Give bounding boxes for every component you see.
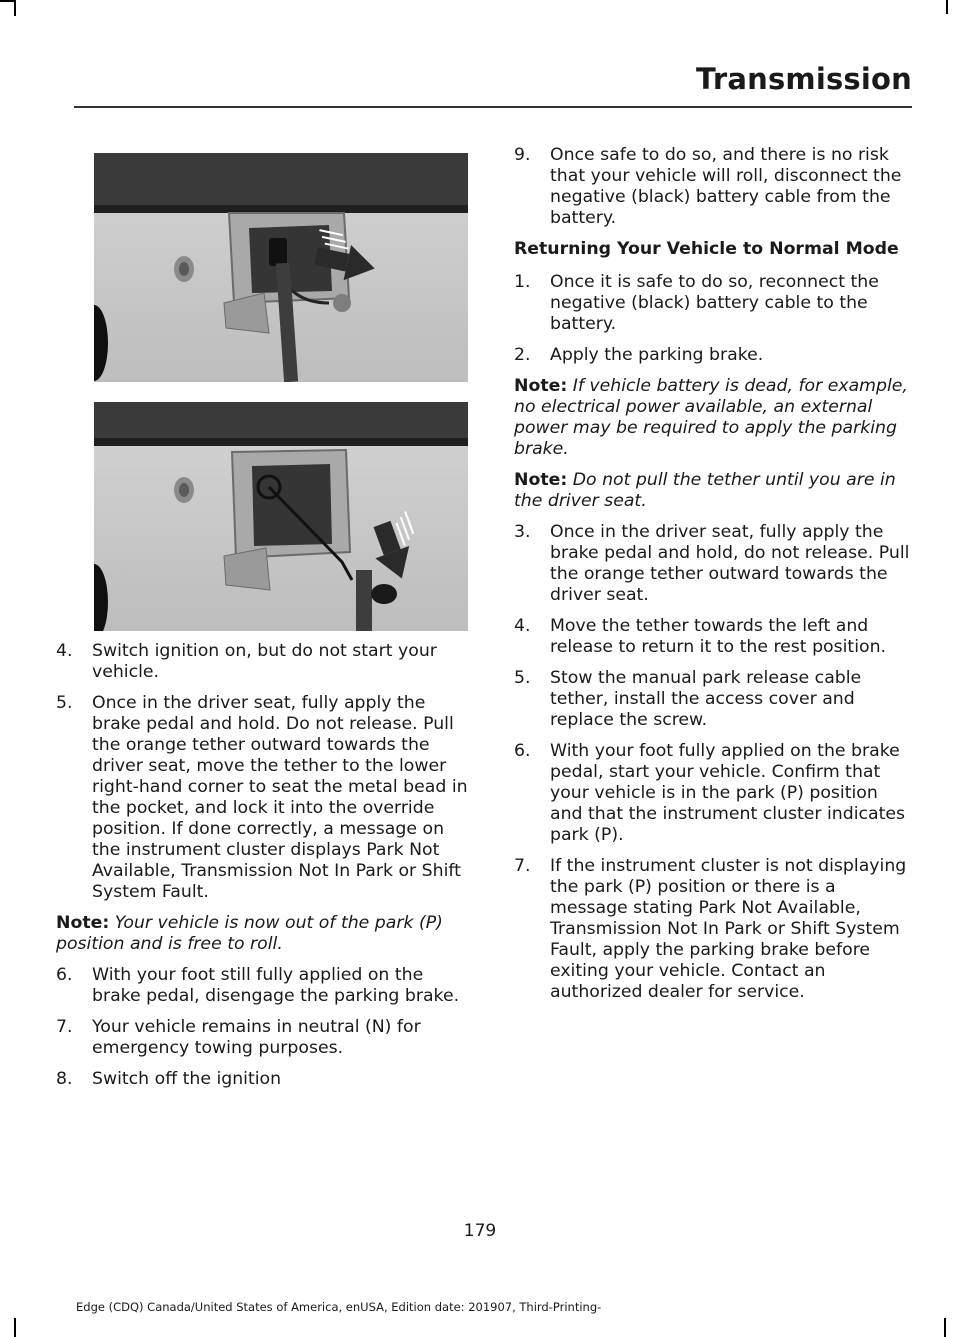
list-item bbox=[56, 1017, 476, 1059]
note bbox=[514, 376, 910, 460]
step-text: With your foot still fully applied on the brake pedal, disengage the parking brake. bbox=[92, 965, 460, 1006]
list-item bbox=[514, 272, 910, 335]
crop-mark-top-left bbox=[0, 0, 14, 2]
figure-tether-pull-outward bbox=[94, 153, 468, 382]
step-number: 2. bbox=[514, 345, 531, 365]
list-item bbox=[514, 668, 910, 731]
section-heading: Returning Your Vehicle to Normal Mode bbox=[514, 239, 899, 259]
crop-mark-top-left-vertical bbox=[14, 0, 16, 16]
right-column bbox=[514, 145, 910, 1013]
step-text: Apply the parking brake. bbox=[550, 345, 764, 365]
step-text: Switch off the ignition bbox=[92, 1069, 282, 1089]
page-number: 179 bbox=[463, 1221, 497, 1241]
list-item bbox=[514, 145, 910, 229]
step-number: 3. bbox=[514, 522, 531, 542]
note-label: Note: bbox=[514, 376, 568, 396]
note-label: Note: bbox=[56, 913, 110, 933]
footer-text: Edge (CDQ) Canada/United States of America, enUSA, Edition date: 201907, Third-Printing- bbox=[76, 1300, 602, 1314]
step-list-right-c bbox=[514, 522, 910, 1003]
step-number: 9. bbox=[514, 145, 531, 165]
step-text: Once safe to do so, and there is no risk that your vehicle will roll, disconnect the negative (black) battery cable from the battery. bbox=[550, 145, 902, 228]
note-text: Do not pull the tether until you are in the driver seat. bbox=[514, 470, 896, 511]
step-number: 6. bbox=[514, 741, 531, 761]
step-number: 7. bbox=[56, 1017, 73, 1037]
step-number: 5. bbox=[514, 668, 531, 688]
step-number: 6. bbox=[56, 965, 73, 985]
crop-mark-bottom-right bbox=[944, 1318, 946, 1337]
list-item bbox=[514, 345, 910, 366]
list-item bbox=[514, 856, 910, 1003]
list-item bbox=[56, 965, 476, 1007]
note-text: If vehicle battery is dead, for example, no electrical power available, an external power may be required to apply the parking brake. bbox=[514, 376, 908, 459]
crop-mark-bottom-left bbox=[14, 1318, 16, 1337]
list-item bbox=[56, 641, 476, 683]
step-text: Stow the manual park release cable tether, install the access cover and replace the screw. bbox=[550, 668, 862, 730]
list-item bbox=[56, 693, 476, 903]
page-title: Transmission bbox=[696, 62, 912, 96]
step-number: 4. bbox=[514, 616, 531, 636]
header-rule bbox=[74, 106, 912, 108]
step-number: 7. bbox=[514, 856, 531, 876]
note bbox=[56, 913, 476, 955]
step-text: Once in the driver seat, fully apply the brake pedal and hold, do not release. Pull the orange tether outward towards the driver seat. bbox=[550, 522, 910, 605]
step-text: If the instrument cluster is not displaying the park (P) position or there is a message stating Park Not Available, Transmission Not In Park or Shift System Fault, apply the parking brake before exiting your vehicle. Contact an authorized dealer for service. bbox=[550, 856, 907, 1002]
list-item bbox=[56, 1069, 476, 1090]
note bbox=[514, 470, 910, 512]
step-number: 8. bbox=[56, 1069, 73, 1089]
step-number: 5. bbox=[56, 693, 73, 713]
step-list-right-b bbox=[514, 272, 910, 366]
step-text: Move the tether towards the left and release to return it to the rest position. bbox=[550, 616, 887, 657]
list-item bbox=[514, 616, 910, 658]
step-number: 4. bbox=[56, 641, 73, 661]
step-text: Switch ignition on, but do not start your vehicle. bbox=[92, 641, 437, 682]
note-text: Your vehicle is now out of the park (P) position and is free to roll. bbox=[56, 913, 443, 954]
left-column bbox=[56, 641, 476, 1100]
step-text: With your foot fully applied on the brake pedal, start your vehicle. Confirm that your vehicle is in the park (P) position and that the instrument cluster indicates park (P). bbox=[550, 741, 906, 845]
step-text: Once in the driver seat, fully apply the brake pedal and hold. Do not release. Pull the orange tether outward towards the driver seat, move the tether to the lower right-hand corner to seat the metal bead in the pocket, and lock it into the override position. If done correctly, a message on the instrument cluster displays Park Not Available, Transmission Not In Park or Shift System Fault. bbox=[92, 693, 468, 902]
note-label: Note: bbox=[514, 470, 568, 490]
step-list-right-a bbox=[514, 145, 910, 229]
crop-mark-top-right bbox=[946, 0, 948, 14]
step-list-left-a bbox=[56, 641, 476, 903]
list-item bbox=[514, 741, 910, 846]
list-item bbox=[514, 522, 910, 606]
step-number: 1. bbox=[514, 272, 531, 292]
figure-tether-lower-right bbox=[94, 402, 468, 631]
step-list-left-b bbox=[56, 965, 476, 1090]
step-text: Once it is safe to do so, reconnect the negative (black) battery cable to the battery. bbox=[550, 272, 879, 334]
step-text: Your vehicle remains in neutral (N) for emergency towing purposes. bbox=[92, 1017, 421, 1058]
